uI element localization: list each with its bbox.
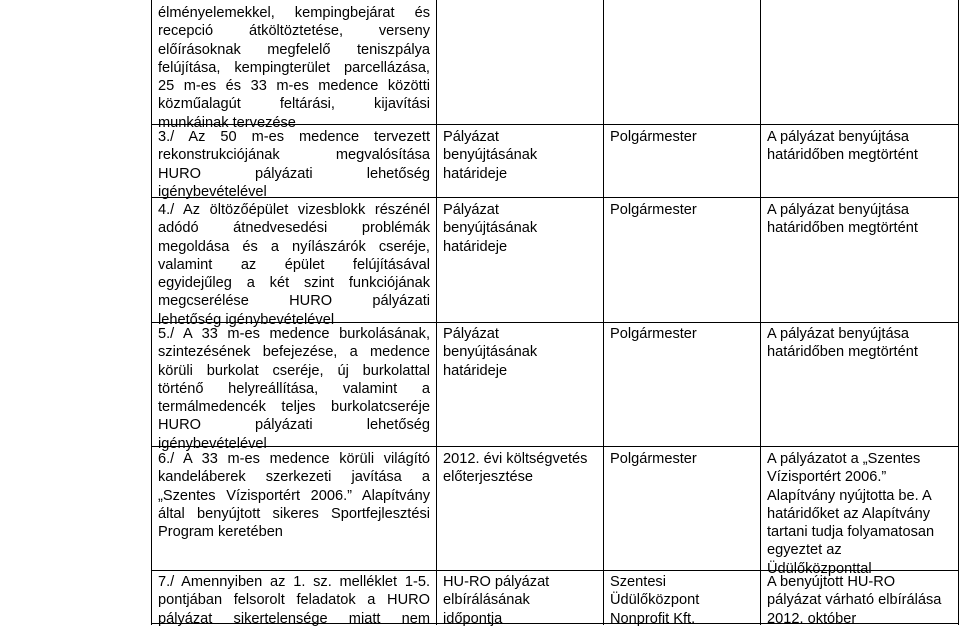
- table-row: [158, 4, 430, 132]
- column-divider-2: [603, 0, 604, 625]
- task-text: 3./ Az 50 m-es medence tervezett: [158, 129, 430, 145]
- status-text: Vízisportért 2006.”: [767, 469, 887, 486]
- responsible-text: Szentesi: [610, 574, 666, 590]
- deadline-cell: [443, 201, 599, 256]
- task-text: felújítása, kempingterület parcellázása,: [158, 59, 430, 76]
- deadline-cell: [443, 325, 599, 380]
- status-text: A pályázat benyújtása: [767, 202, 909, 218]
- responsible-text: Üdülőközpont: [610, 592, 700, 609]
- status-text: határidőket az Alapítvány: [767, 505, 931, 522]
- task-text: pályázat sikertelensége miatt nem: [158, 610, 430, 627]
- deadline-text: benyújtásának: [443, 344, 538, 361]
- status-text: egyeztet az: [767, 542, 842, 559]
- task-text: adódó átnedvesedési problémák: [158, 220, 430, 237]
- deadline-text: Pályázat: [443, 129, 499, 145]
- deadline-cell: [443, 450, 599, 487]
- status-text: A pályázat benyújtása: [767, 326, 909, 342]
- responsible-cell: [610, 573, 756, 628]
- table-border-left: [151, 0, 152, 625]
- task-cell: [158, 128, 430, 201]
- deadline-text: benyújtásának: [443, 147, 538, 164]
- task-text: által benyújtott sikeres Sportfejlesztési: [158, 505, 430, 522]
- task-text: „Szentes Vízisportért 2006.” Alapítvány: [158, 487, 430, 504]
- responsible-text: Polgármester: [610, 129, 697, 145]
- task-text: munkáinak tervezése: [158, 114, 296, 131]
- deadline-text: határideje: [443, 165, 508, 182]
- responsible-cell: [610, 325, 756, 343]
- status-text: határidőben megtörtént: [767, 344, 918, 361]
- status-text: A benyújtott HU-RO: [767, 574, 896, 590]
- task-text: megcserélése HURO pályázati: [158, 293, 430, 310]
- task-text: élményelemekkel, kempingbejárat és: [158, 5, 430, 21]
- status-text: A pályázatot a „Szentes: [767, 451, 921, 467]
- status-cell: [767, 201, 955, 238]
- task-text: történő helyreállítása, valamint a: [158, 380, 430, 397]
- task-text: 7./ Amennyiben az 1. sz. melléklet 1-5.: [158, 574, 430, 590]
- task-text: recepció átköltöztetése, verseny: [158, 23, 430, 40]
- task-text: rekonstrukciójának megvalósítása: [158, 147, 430, 164]
- deadline-text: előterjesztése: [443, 469, 534, 486]
- deadline-text: HU-RO pályázat: [443, 574, 550, 590]
- status-text: A pályázat benyújtása: [767, 129, 909, 145]
- task-cell: [158, 201, 430, 329]
- deadline-text: Pályázat: [443, 326, 499, 342]
- responsible-cell: [610, 201, 756, 219]
- task-text: körüli burkolat cseréje, új burkolattal: [158, 362, 430, 379]
- deadline-text: benyújtásának: [443, 220, 538, 237]
- task-text: Program keretében: [158, 524, 283, 541]
- task-text: HURO pályázati lehetőség: [158, 417, 430, 434]
- responsible-text: Polgármester: [610, 202, 697, 218]
- responsible-text: Nonprofit Kft.: [610, 610, 696, 627]
- task-text: közműalagút feltárási, kijavítási: [158, 96, 430, 113]
- task-text: 4./ Az öltözőépület vizesblokk részénél: [158, 202, 430, 218]
- deadline-text: elbírálásának: [443, 592, 530, 609]
- task-text: valamint az épület felújításával: [158, 256, 430, 273]
- status-text: 2012. október: [767, 610, 857, 627]
- status-text: pályázat várható elbírálása: [767, 592, 942, 609]
- deadline-text: határideje: [443, 362, 508, 379]
- status-cell: [767, 450, 955, 578]
- status-cell: [767, 325, 955, 362]
- responsible-cell: [610, 450, 756, 468]
- status-text: Alapítvány nyújtotta be. A: [767, 487, 932, 504]
- task-cell: [158, 573, 430, 628]
- task-text: előírásoknak megfelelő teniszpálya: [158, 41, 430, 58]
- deadline-text: Pályázat: [443, 202, 499, 218]
- task-cell: [158, 325, 430, 453]
- task-text: 25 m-es és 33 m-es medence közötti: [158, 78, 430, 95]
- task-text: kandeláberek szerkezeti javítása a: [158, 469, 430, 486]
- deadline-cell: [443, 128, 599, 183]
- task-text: termálmedencék teljes burkolatcseréje: [158, 399, 430, 416]
- deadline-text: 2012. évi költségvetés: [443, 451, 588, 467]
- status-text: Üdülőközponttal: [767, 560, 872, 577]
- column-divider-3: [760, 0, 761, 625]
- task-text: igénybevételével: [158, 183, 267, 200]
- deadline-text: időpontja: [443, 610, 503, 627]
- status-text: határidőben megtörtént: [767, 220, 918, 237]
- table-border-right: [958, 0, 959, 625]
- deadline-cell: [443, 573, 599, 628]
- column-divider-1: [436, 0, 437, 625]
- task-text: megoldása és a nyílászárók cseréje,: [158, 238, 430, 255]
- task-text: szintezésének befejezése, a medence: [158, 344, 430, 361]
- responsible-text: Polgármester: [610, 326, 697, 342]
- status-text: tartani tudja folyamatosan: [767, 524, 935, 541]
- task-cell: [158, 450, 430, 541]
- status-cell: [767, 128, 955, 165]
- status-cell: [767, 573, 955, 628]
- task-text: igénybevételével: [158, 435, 267, 452]
- task-text: egyidejűleg a két szint funkciójának: [158, 275, 430, 292]
- task-text: lehetőség igénybevételével: [158, 311, 335, 328]
- responsible-text: Polgármester: [610, 451, 697, 467]
- task-text: pontjában felsorolt feladatok a HURO: [158, 592, 430, 609]
- deadline-text: határideje: [443, 238, 508, 255]
- task-text: 5./ A 33 m-es medence burkolásának,: [158, 326, 430, 342]
- task-text: HURO pályázati lehetőség: [158, 165, 430, 182]
- responsible-cell: [610, 128, 756, 146]
- task-text: 6./ A 33 m-es medence körüli világító: [158, 451, 430, 467]
- status-text: határidőben megtörtént: [767, 147, 918, 164]
